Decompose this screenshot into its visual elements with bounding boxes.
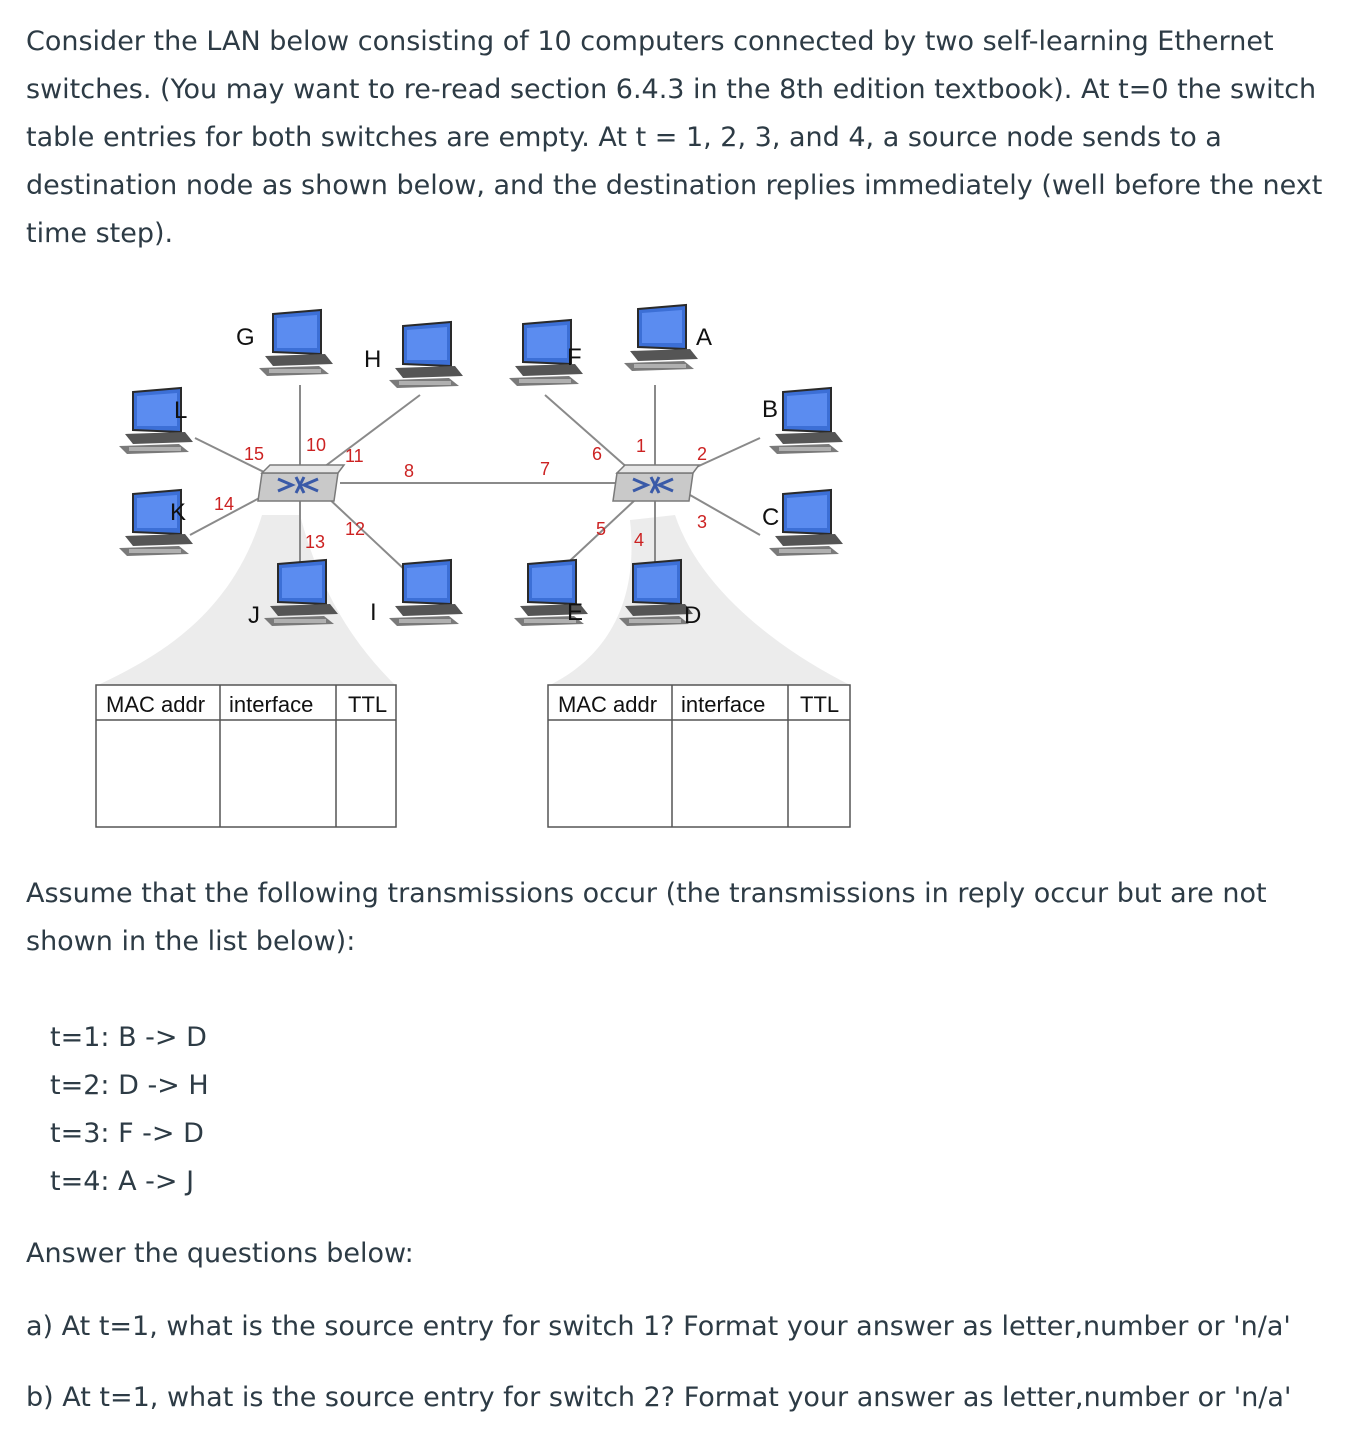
host-label-j: J [248,602,260,629]
computer-a [624,305,698,371]
switch-2-table [548,685,850,827]
host-label-l: L [174,397,188,424]
host-label-b: B [762,396,779,423]
host-label-f: F [567,344,582,371]
port-4: 4 [634,530,645,550]
transmission-2: t=2: D -> H [50,1070,209,1101]
transmission-1: t=1: B -> D [50,1022,207,1053]
host-label-d: D [684,602,702,629]
port-1: 1 [636,436,647,456]
intro-paragraph: Consider the LAN below consisting of 10 computers connected by two self-learning Ethernet switches. (You may want to re-read section 6.4.3 in the 8th edition textbook). At t=0 the switch table entries for both switches are empty. At t = 1, 2, 3, and 4, a source node sends to a destination node as shown below, and the destination replies immediately (well before the next time step). [26,26,1323,249]
port-2: 2 [697,444,708,464]
left-col-mac: MAC addr [106,692,206,717]
switch-2 [613,465,699,501]
port-13: 13 [305,532,326,552]
port-14: 14 [214,494,235,514]
transmission-3: t=3: F -> D [50,1118,204,1149]
port-7: 7 [540,459,551,479]
host-label-g: G [236,324,255,351]
computer-g [259,310,333,376]
port-10: 10 [306,435,327,455]
port-3: 3 [697,512,708,532]
question-a: a) At t=1, what is the source entry for switch 1? Format your answer as letter,number or 'n/a' [26,1311,1291,1342]
host-label-a: A [696,324,713,351]
computer-h [389,322,463,388]
port-12: 12 [345,519,366,539]
right-col-interface: interface [681,692,766,717]
answer-intro: Answer the questions below: [26,1238,414,1269]
port-8: 8 [404,461,415,481]
port-11: 11 [345,446,364,466]
host-label-e: E [567,599,584,626]
right-col-mac: MAC addr [558,692,658,717]
port-15: 15 [244,444,265,464]
left-col-ttl: TTL [348,692,388,717]
port-5: 5 [596,519,607,539]
computer-c [769,490,843,556]
assume-paragraph: Assume that the following transmissions occur (the transmissions in reply occur but are not shown in the list below): [26,878,1267,957]
computer-i [389,560,463,626]
switch-1 [258,465,344,501]
host-label-c: C [762,504,780,531]
question-b: b) At t=1, what is the source entry for switch 2? Format your answer as letter,number or 'n/a' [26,1382,1292,1413]
lan-diagram [0,290,1362,850]
host-label-h: H [364,346,382,373]
switch-1-table [96,685,396,827]
host-label-k: K [170,499,187,526]
host-label-i: I [370,599,377,626]
left-col-interface: interface [229,692,314,717]
transmission-4: t=4: A -> J [50,1166,195,1197]
right-col-ttl: TTL [800,692,840,717]
port-6: 6 [592,444,603,464]
computer-b [769,388,843,454]
